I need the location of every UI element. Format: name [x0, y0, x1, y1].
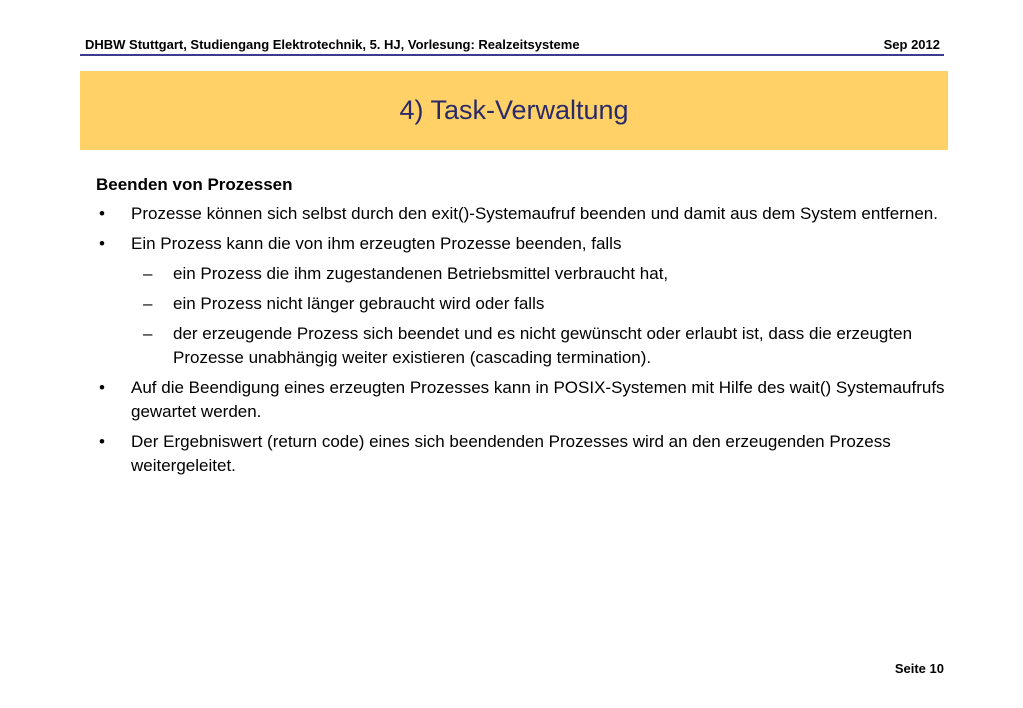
title-band: [80, 71, 948, 150]
bullet-text: Der Ergebniswert (return code) eines sich beendenden Prozesses wird an den erzeugenden Prozess weitergeleitet.: [131, 432, 891, 475]
sub-marker: –: [143, 324, 153, 343]
section-heading: Beenden von Prozessen: [96, 175, 293, 194]
bullet-text: Auf die Beendigung eines erzeugten Prozesses kann in POSIX-Systemen mit Hilfe des wait() Systemaufrufs gewartet werden.: [131, 378, 945, 421]
bullet-item: [96, 232, 956, 256]
header-course-info: DHBW Stuttgart, Studiengang Elektrotechnik, 5. HJ, Vorlesung: Realzeitsysteme: [85, 37, 580, 52]
bullet-item: [96, 202, 956, 226]
page-number: Seite 10: [894, 661, 944, 676]
slide-title: 4) Task-Verwaltung: [399, 95, 629, 125]
bullet-item: [96, 376, 956, 424]
slide-content: [96, 173, 956, 484]
sub-marker: –: [143, 264, 153, 283]
sub-text: ein Prozess die ihm zugestandenen Betriebsmittel verbraucht hat,: [173, 264, 669, 283]
bullet-marker: •: [99, 432, 105, 451]
sub-text: ein Prozess nicht länger gebraucht wird oder falls: [173, 294, 545, 313]
bullet-item: [96, 430, 956, 478]
bullet-text: Prozesse können sich selbst durch den exit()-Systemaufruf beenden und damit aus dem System entfernen.: [131, 204, 938, 223]
header-date: Sep 2012: [883, 37, 940, 52]
sub-marker: –: [143, 294, 153, 313]
bullet-marker: •: [99, 234, 105, 253]
sub-item: [96, 292, 956, 316]
sub-text: der erzeugende Prozess sich beendet und es nicht gewünscht oder erlaubt ist, dass die erzeugten Prozesse unabhängig weiter existieren (cascading termination).: [173, 324, 913, 367]
header-divider: [80, 54, 944, 56]
sub-item: [96, 262, 956, 286]
sub-item: [96, 322, 956, 370]
bullet-marker: •: [99, 204, 105, 223]
bullet-marker: •: [99, 378, 105, 397]
bullet-text: Ein Prozess kann die von ihm erzeugten Prozesse beenden, falls: [131, 234, 622, 253]
